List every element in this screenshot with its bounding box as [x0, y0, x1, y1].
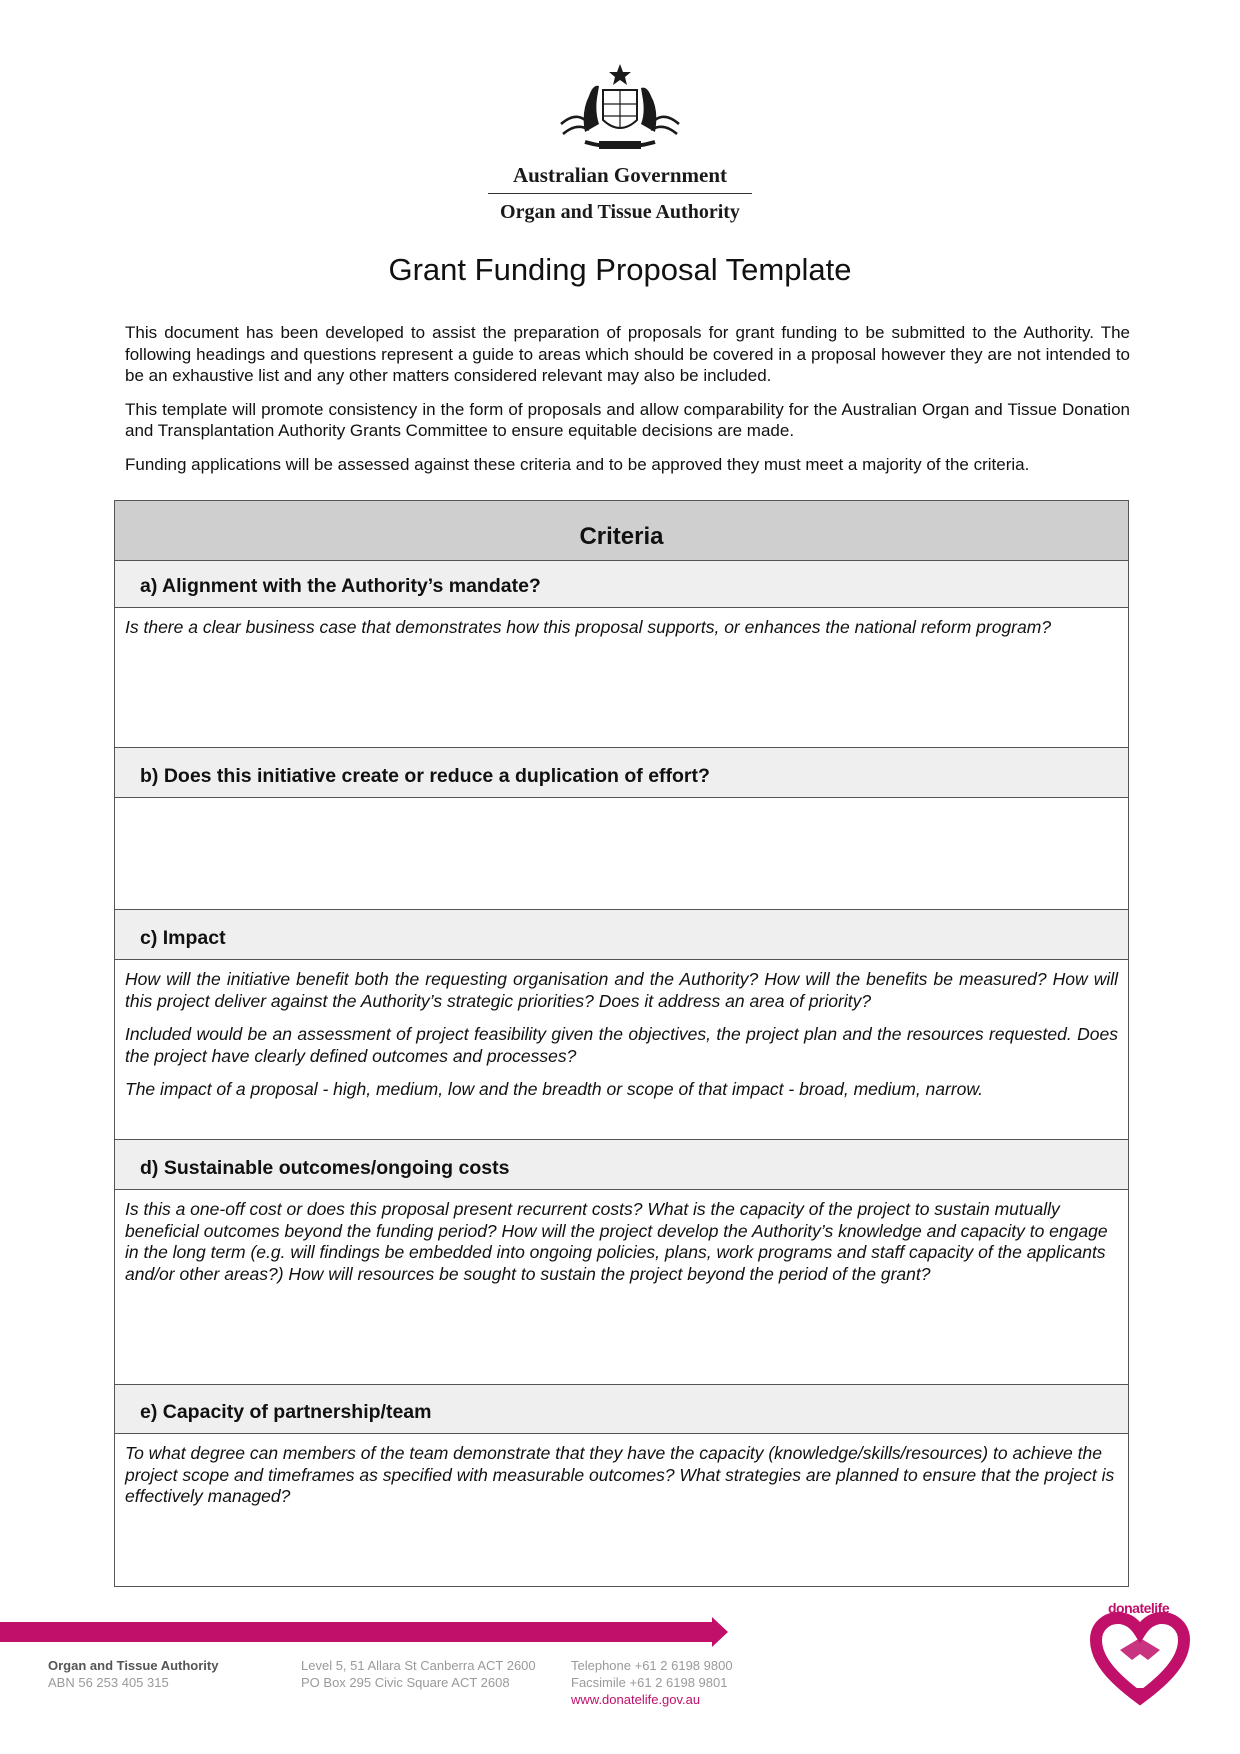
section-body-a[interactable]: [115, 608, 1128, 747]
section-body-c[interactable]: [115, 960, 1128, 1139]
section-heading-e: e) Capacity of partnership/team: [115, 1384, 1128, 1434]
organisation-name: Organ and Tissue Authority: [500, 201, 740, 223]
section-text: Is there a clear business case that demonstrates how this proposal supports, or enhances the national reform program?: [125, 617, 1052, 637]
footer-facsimile: Facsimile +61 2 6198 9801: [571, 1675, 728, 1690]
header-divider: [488, 193, 752, 194]
section-heading-d: d) Sustainable outcomes/ongoing costs: [115, 1139, 1128, 1190]
criteria-table: [114, 500, 1129, 1587]
footer-arrow-icon: [712, 1617, 728, 1647]
section-heading-b: b) Does this initiative create or reduce a duplication of effort?: [115, 747, 1128, 798]
section-heading-a: a) Alignment with the Authority’s mandate?: [115, 561, 1128, 608]
section-body-d[interactable]: [115, 1190, 1128, 1384]
coat-of-arms-logo: [555, 62, 685, 157]
criteria-heading: Criteria: [115, 501, 1128, 561]
section-body-b[interactable]: [115, 798, 1128, 909]
footer-bar: [0, 1622, 712, 1642]
section-text: How will the initiative benefit both the requesting organisation and the Authority? How will the benefits be measured? How will this project deliver against the Authority’s strategic priorities? Does it address an area of priority?: [125, 969, 1118, 1011]
footer-website-link[interactable]: www.donatelife.gov.au: [571, 1692, 701, 1707]
government-name: Australian Government: [512, 163, 728, 187]
section-body-e[interactable]: [115, 1434, 1128, 1584]
donatelife-wordmark: donatelife: [1108, 1600, 1170, 1616]
government-header: [480, 160, 760, 226]
footer-abn: ABN 56 253 405 315: [48, 1675, 169, 1690]
footer-contact: [571, 1657, 733, 1708]
footer-telephone: Telephone +61 2 6198 9800: [571, 1658, 733, 1673]
section-text: Is this a one-off cost or does this proposal present recurrent costs? What is the capacity of the project to sustain mutually beneficial outcomes beyond the funding period? How will the project develop the Authority’s knowledge and capacity to engage in the long term (e.g. will findings be embedded into ongoing policies, plans, work programs and staff capacity of the applicants and/or other areas?) How will resources be sought to sustain the project beyond the period of the grant?: [125, 1199, 1108, 1284]
donatelife-heart-icon: [1090, 1598, 1190, 1710]
document-title: Grant Funding Proposal Template: [388, 252, 852, 287]
footer-address-line: PO Box 295 Civic Square ACT 2608: [301, 1675, 510, 1690]
intro-paragraph: This template will promote consistency in the form of proposals and allow comparability for the Australian Organ and Tissue Donation and Transplantation Authority Grants Committee to ensure equitable decisions are made.: [125, 399, 1130, 440]
footer-address: [301, 1657, 536, 1691]
section-heading-c: c) Impact: [115, 909, 1128, 960]
intro-text: [125, 322, 1130, 487]
section-text: The impact of a proposal - high, medium, low and the breadth or scope of that impact - broad, medium, narrow.: [125, 1079, 983, 1099]
footer-org-name: Organ and Tissue Authority: [48, 1658, 219, 1673]
intro-paragraph: Funding applications will be assessed against these criteria and to be approved they must meet a majority of the criteria.: [125, 454, 1030, 474]
footer-address-line: Level 5, 51 Allara St Canberra ACT 2600: [301, 1658, 536, 1673]
section-text: Included would be an assessment of project feasibility given the objectives, the project plan and the resources requested. Does the project have clearly defined outcomes and processes?: [125, 1024, 1118, 1066]
section-text: To what degree can members of the team demonstrate that they have the capacity (knowledge/skills/resources) to achieve the project scope and timeframes as specified with measurable outcomes? What strategies are planned to ensure that the project is effectively managed?: [125, 1443, 1115, 1506]
footer-org: [48, 1657, 218, 1691]
intro-paragraph: This document has been developed to assist the preparation of proposals for grant funding to be submitted to the Authority. The following headings and questions represent a guide to areas which should be covered in a proposal however they are not intended to be an exhaustive list and any other matters considered relevant may also be included.: [125, 323, 1130, 385]
